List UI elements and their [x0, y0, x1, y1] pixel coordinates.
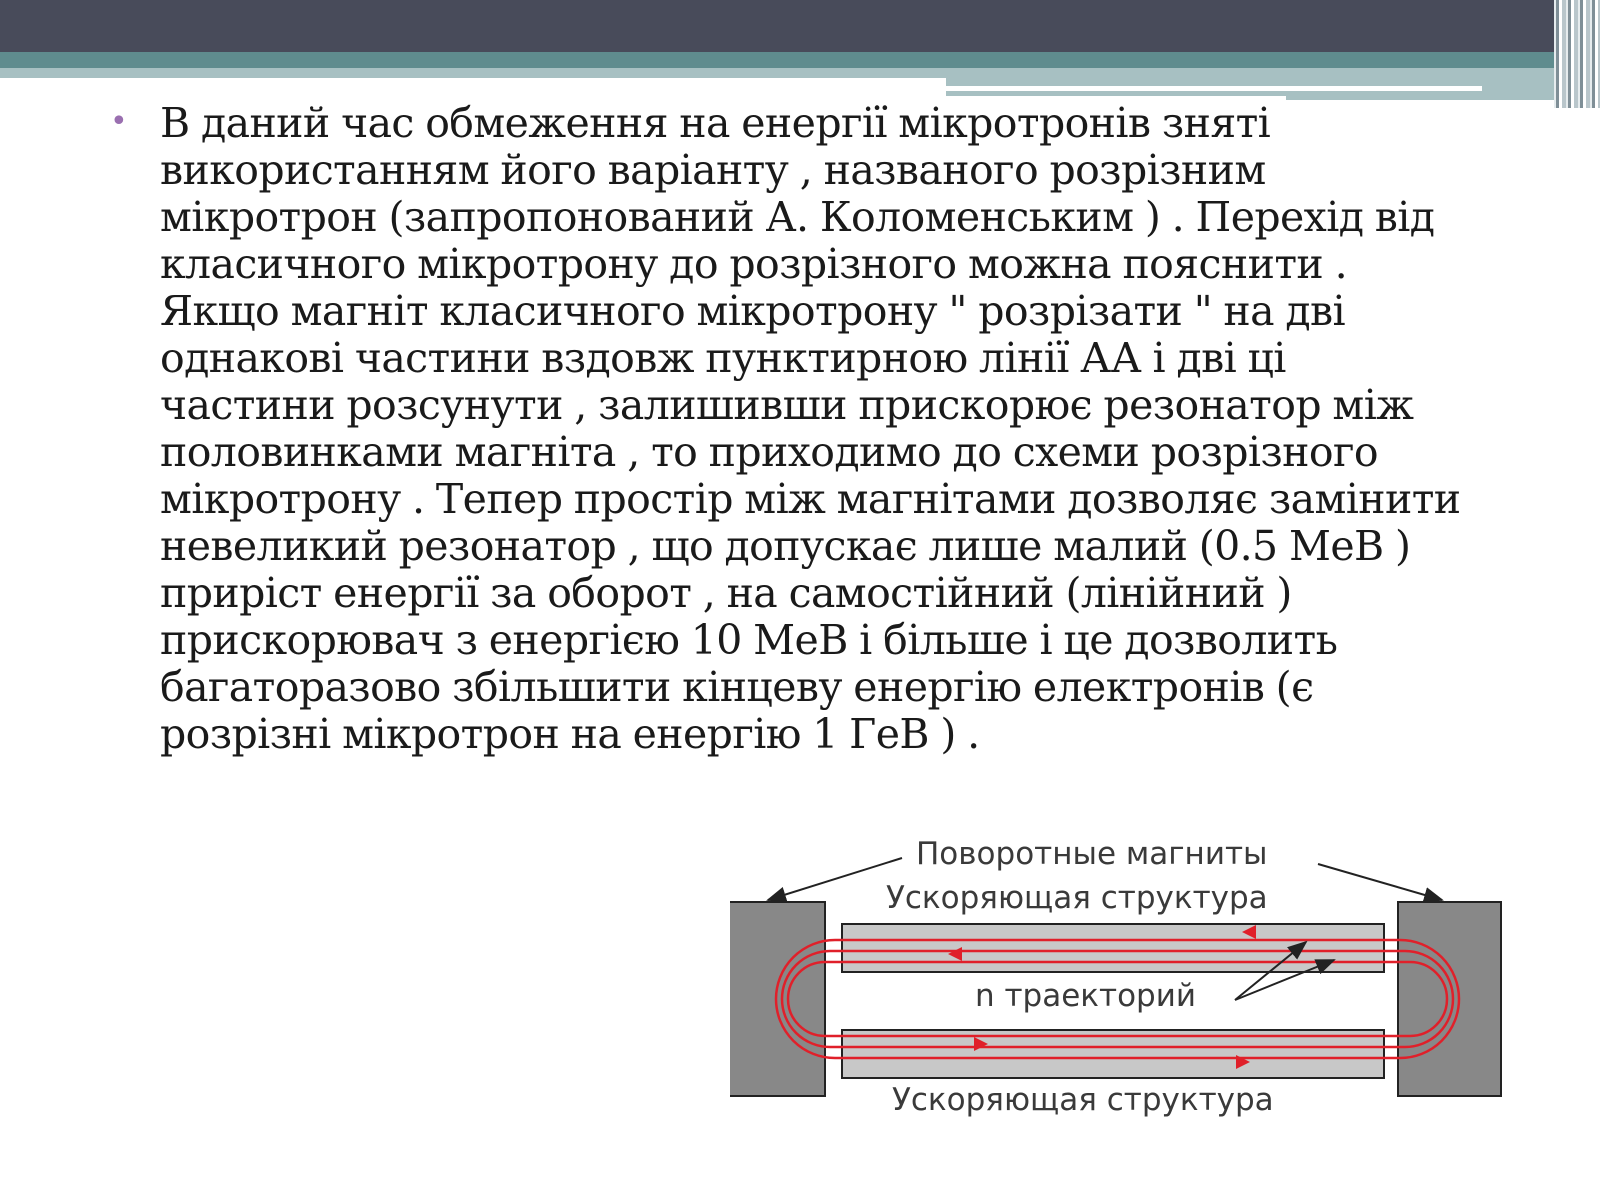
magnet-left — [730, 902, 825, 1096]
microtron-diagram — [730, 836, 1530, 1150]
header-stripes — [1554, 0, 1600, 108]
magnet-right — [1398, 902, 1501, 1096]
pointer-magnet-right — [1318, 864, 1442, 900]
header-bar-teal — [0, 52, 1600, 68]
structure-top — [842, 924, 1384, 972]
bullet-item — [110, 100, 1470, 758]
header-bar-light-left — [0, 68, 946, 78]
label-magnets: Поворотные магниты — [916, 836, 1268, 872]
header-bar-dark — [0, 0, 1600, 52]
label-structure-top: Ускоряющая структура — [886, 880, 1268, 916]
label-structure-bottom: Ускоряющая структура — [892, 1082, 1274, 1118]
header-accent-line — [946, 86, 1482, 91]
label-trajectories: n траекторий — [975, 978, 1197, 1014]
pointer-magnet-left — [768, 858, 902, 900]
body-paragraph: В даний час обмеження на енергії мікротронів зняті використанням його варіанту , названого розрізним мікротрон (запропонований А. Коломенським ) . Перехід від класичного мікротрону до розрізного можна пояснити . Якщо магніт класичного мікротрону " розрізати " на дві однакові частини вздовж пунктирною лінії АА і дві ці частини розсунути , залишивши прискорює резонатор між половинками магніта , то приходимо до схеми розрізного мікротрону . Тепер простір між магнітами дозволяє замінити невеликий резонатор , що допускає лише малий (0.5 МеВ ) приріст енергії за оборот , на самостійний (лінійний ) прискорювач з енергією 10 МеВ і більше і це дозволить багаторазово збільшити кінцеву енергію електронів (є розрізні мікротрон на енергію 1 ГеВ ) . — [160, 99, 1461, 758]
bullet-marker: • — [110, 104, 128, 139]
